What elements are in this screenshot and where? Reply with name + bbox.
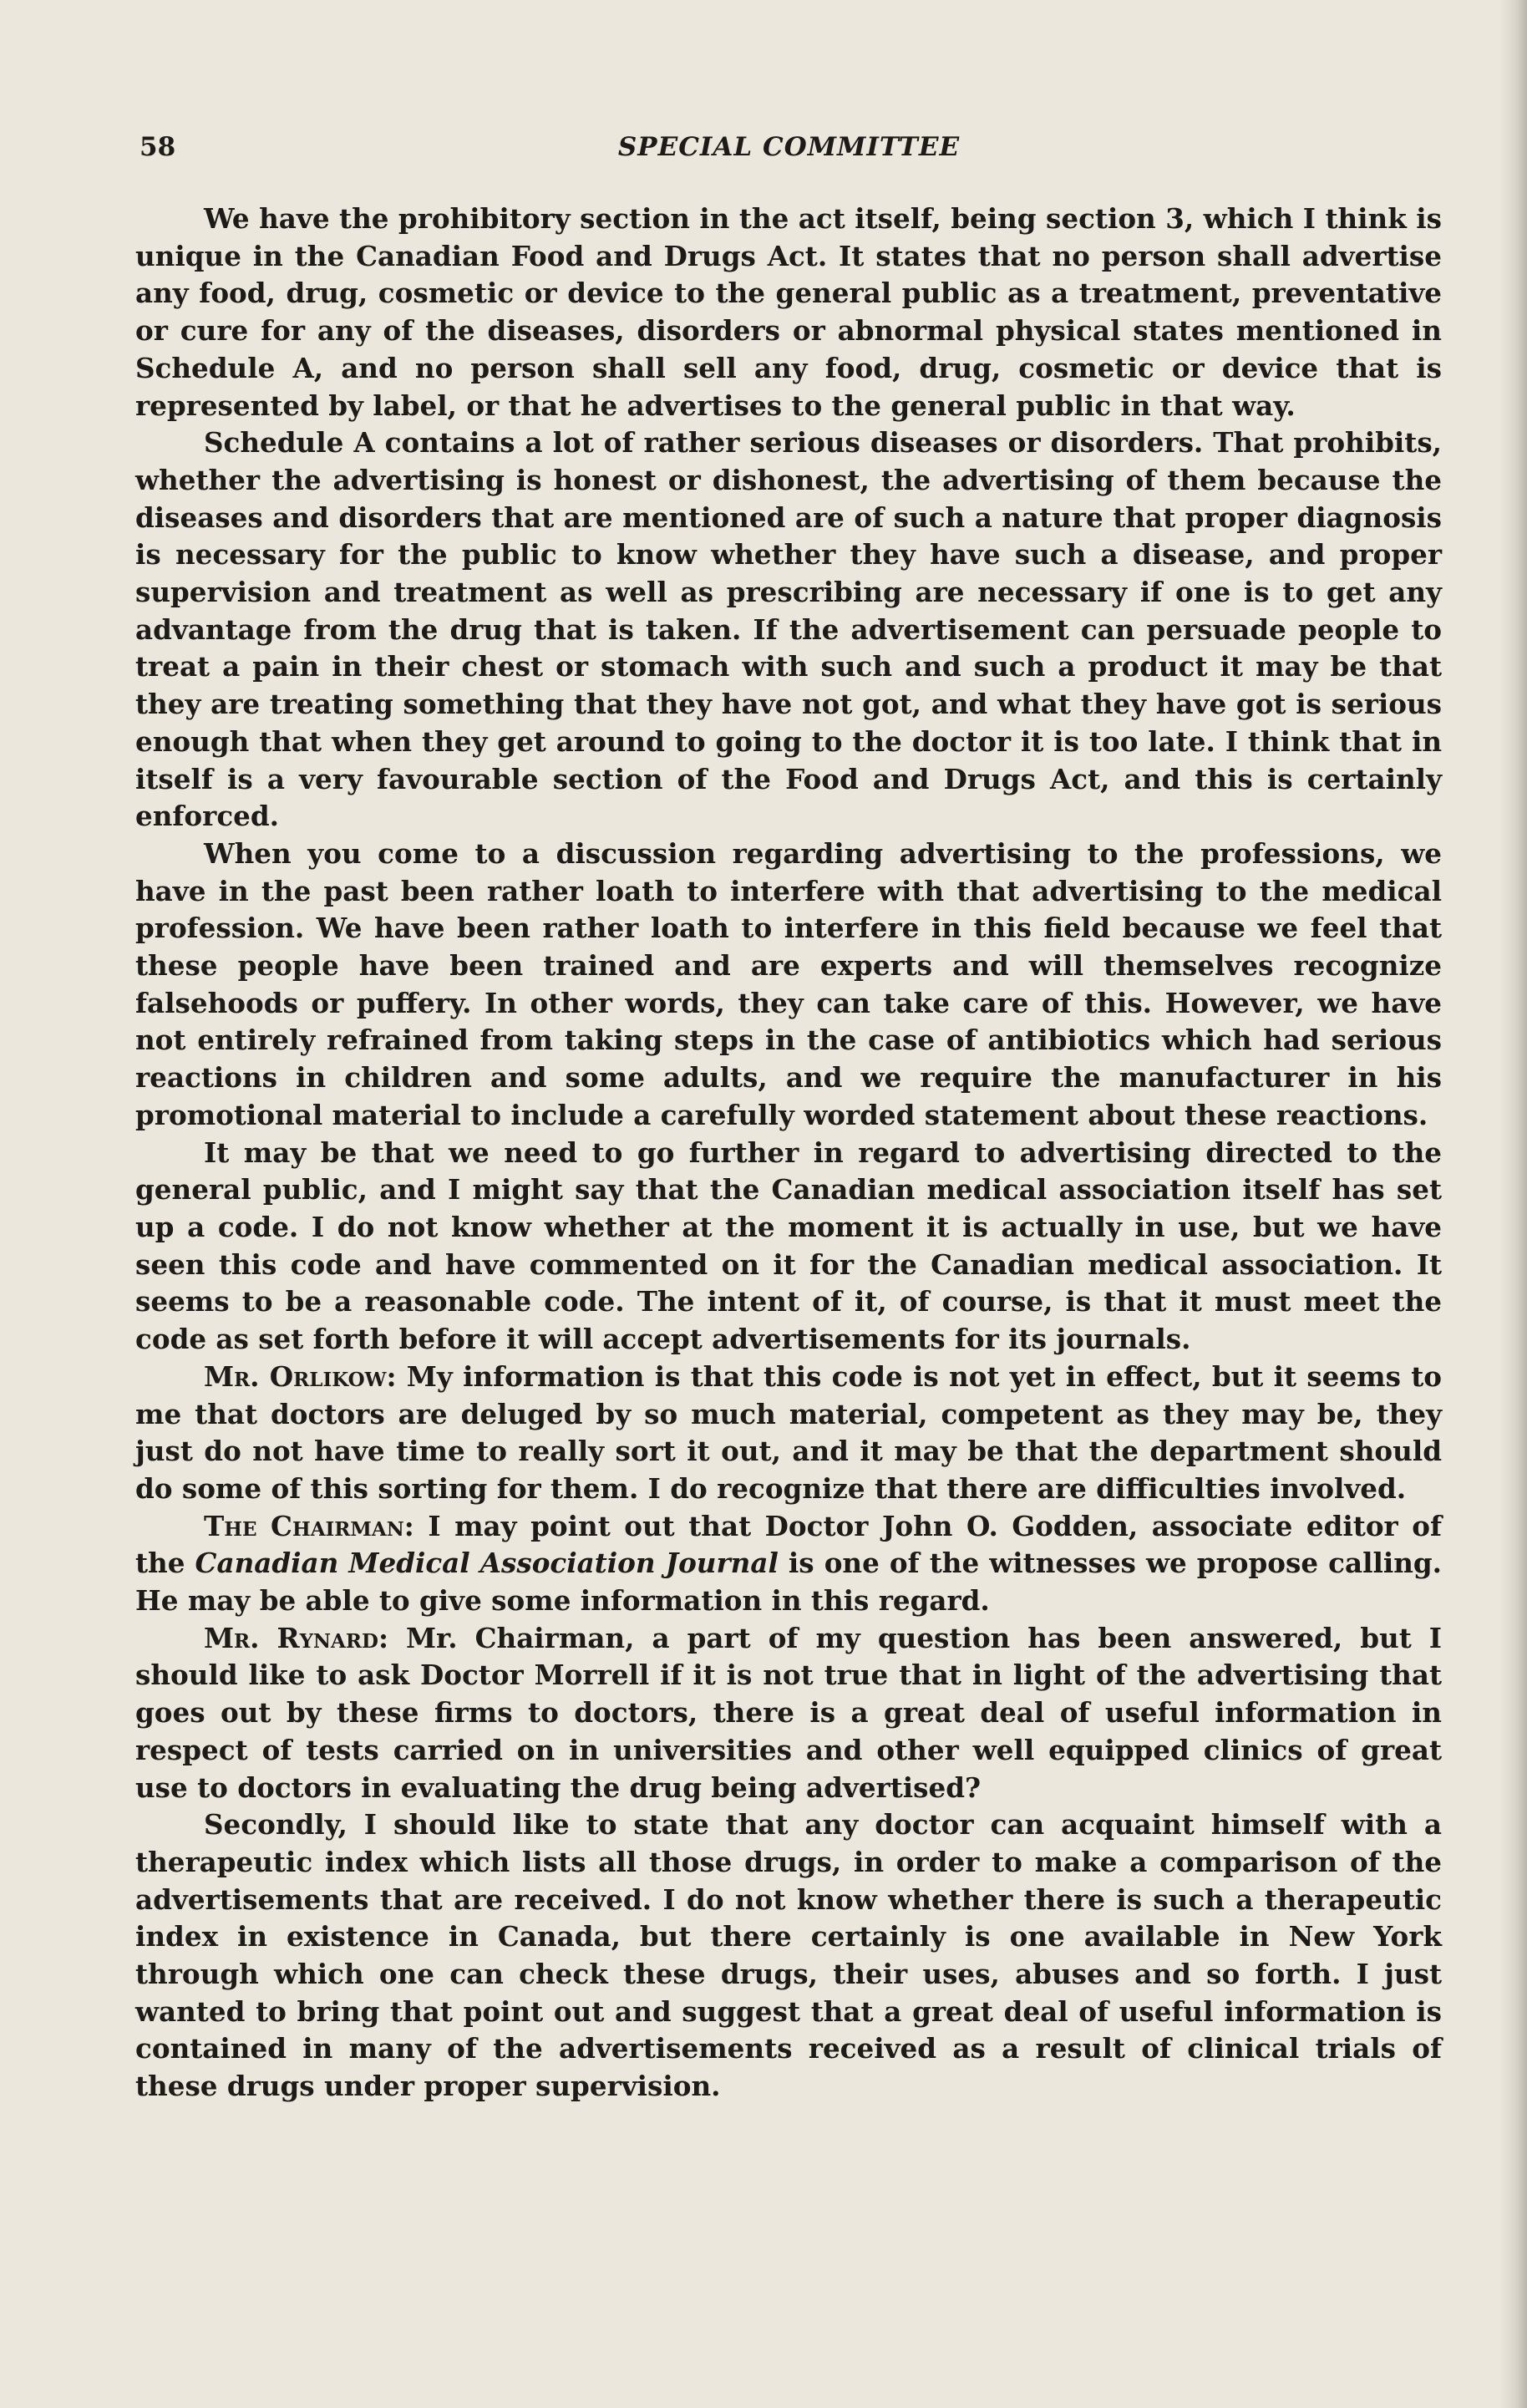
paragraph-text: Schedule A contains a lot of rather serious diseases or disorders. That prohibits, whether the advertising is honest or dishonest, the advertising of them because the diseases and disorders that are mentioned are of such a nature that proper diagnosis is necessary for the public to know whether they have such a disease, and proper supervision and treatment as well as prescribing are necessary if one is to get any advantage from the drug that is taken. If the advertisement can persuade people to treat a pain in their chest or stomach with such and such a product it may be that they are treating something that they have not got, and what they have got is serious enough that when they get around to going to the doctor it is too late. I think that in itself is a very favourable section of the Food and Drugs Act, and this is certainly enforced. (135, 426, 1442, 833)
speaker-name: The Chairman: (204, 1509, 414, 1542)
paragraph-text: My information is that this code is not yet in effect, but it seems to me that doctors are deluged by so much material, competent as they may be, they just do not have time to really sort it out, and it may be that the department should do some of this sorting for them. I do recognize that there are difficulties involved. (135, 1359, 1442, 1505)
paragraph-prohibitory-section (135, 201, 1442, 424)
body-text (135, 201, 1442, 2106)
paragraph-text: I may point out that Doctor John O. Godden, associate editor of the (135, 1509, 1442, 1580)
paragraph-orlikow (135, 1359, 1442, 1508)
page-number: 58 (140, 132, 176, 162)
paragraph-text: It may be that we need to go further in regard to advertising directed to the general public, and I might say that the Canadian medical association itself has set up a code. I do not know whether at the moment it is actually in use, but we have seen this code and have commented on it for the Canadian medical association. It seems to be a reasonable code. The intent of it, of course, is that it must meet the code as set forth before it will accept advertisements for its journals. (135, 1135, 1442, 1356)
journal-title: Canadian Medical Association Journal (195, 1547, 779, 1580)
paragraph-text: Secondly, I should like to state that any doctor can acquaint himself with a therapeutic index which lists all those drugs, in order to make a comparison of the advertisements that are received. I do not know whether there is such a therapeutic index in existence in Canada, but there certainly is one available in New York through which one can check these drugs, their uses, abuses and so forth. I just wanted to bring that point out and suggest that a great deal of useful information is contained in many of the advertisements received as a result of clinical trials of these drugs under proper supervision. (135, 1808, 1442, 2103)
paragraph-rynard (135, 1620, 1442, 1807)
speaker-name: Mr. Orlikow: (204, 1359, 397, 1393)
page-header (140, 125, 1438, 169)
paragraph-schedule-a (135, 424, 1442, 836)
running-head: SPECIAL COMMITTEE (617, 132, 961, 162)
speaker-name: Mr. Rynard: (204, 1621, 388, 1654)
paragraph-therapeutic-index (135, 1806, 1442, 2106)
page-edge-shadow (1499, 0, 1527, 2408)
paragraph-text: Mr. Chairman, a part of my question has been answered, but I should like to ask Doctor Morrell if it is not true that in light of the advertising that goes out by these firms to doctors, there is a great deal of useful information in respect of tests carried on in universities and other well equipped clinics of great use to doctors in evaluating the drug being advertised? (135, 1621, 1443, 1804)
paragraph-chairman (135, 1508, 1442, 1620)
paragraph-advertising-professions (135, 836, 1442, 1135)
paragraph-text: We have the prohibitory section in the act itself, being section 3, which I think is unique in the Canadian Food and Drugs Act. It states that no person shall advertise any food, drug, cosmetic or device to the general public as a treatment, preventative or cure for any of the diseases, disorders or abnormal physical states mentioned in Schedule A, and no person shall sell any food, drug, cosmetic or device that is represented by label, or that he advertises to the general public in that way. (135, 202, 1442, 422)
paragraph-text: is one of the witnesses we propose calling. He may be able to give some information in this regard. (135, 1547, 1443, 1618)
paragraph-text: When you come to a discussion regarding advertising to the professions, we have in the past been rather loath to interfere with that advertising to the medical profession. We have been rather loath to interfere in this field because we feel that these people have been trained and are experts and will themselves recognize falsehoods or puffery. In other words, they can take care of this. However, we have not entirely refrained from taking steps in the case of antibiotics which had serious reactions in children and some adults, and we require the manufacturer in his promotional material to include a carefully worded statement about these reactions. (135, 836, 1442, 1131)
paragraph-medical-association-code (135, 1135, 1442, 1359)
